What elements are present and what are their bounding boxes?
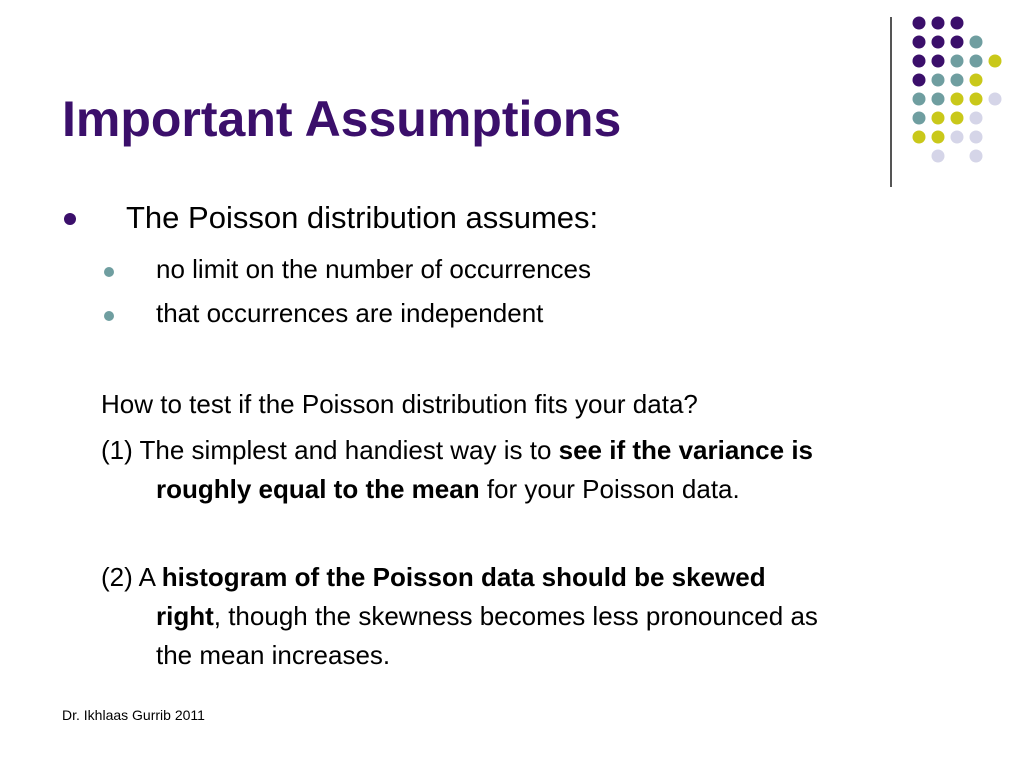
point-2-bold-b: right bbox=[156, 601, 214, 631]
point-1-bold-a: see if the variance is bbox=[558, 435, 814, 465]
point-2-line-2 bbox=[101, 597, 818, 636]
point-2-prefix: (2) A bbox=[101, 562, 162, 592]
point-1-prefix: (1) The simplest and handiest way is to bbox=[101, 435, 559, 465]
point-2-line-3: the mean increases. bbox=[156, 640, 391, 670]
bullet-text: The Poisson distribution assumes: bbox=[126, 200, 599, 235]
footer-author: Dr. Ikhlaas Gurrib 2011 bbox=[62, 707, 205, 723]
point-1-line-2 bbox=[101, 470, 813, 509]
sub-bullet-dot bbox=[104, 311, 114, 321]
point-1-bold-b: roughly equal to the mean bbox=[156, 474, 480, 504]
point-2-paragraph bbox=[101, 558, 818, 675]
question-paragraph: How to test if the Poisson distribution fits your data? bbox=[101, 389, 698, 419]
point-1-paragraph bbox=[101, 431, 813, 509]
sub-bullet-text: that occurrences are independent bbox=[156, 298, 544, 328]
slide-title: Important Assumptions bbox=[62, 91, 622, 147]
point-2-line-2-rest: , though the skewness becomes less pronounced as bbox=[213, 601, 818, 631]
sub-bullet-dot bbox=[104, 267, 114, 277]
point-1-suffix: for your Poisson data. bbox=[479, 474, 740, 504]
bullet-dot bbox=[64, 213, 76, 225]
point-2-bold-a: histogram of the Poisson data should be skewed bbox=[161, 562, 766, 592]
sub-bullet-text: no limit on the number of occurrences bbox=[156, 254, 591, 284]
